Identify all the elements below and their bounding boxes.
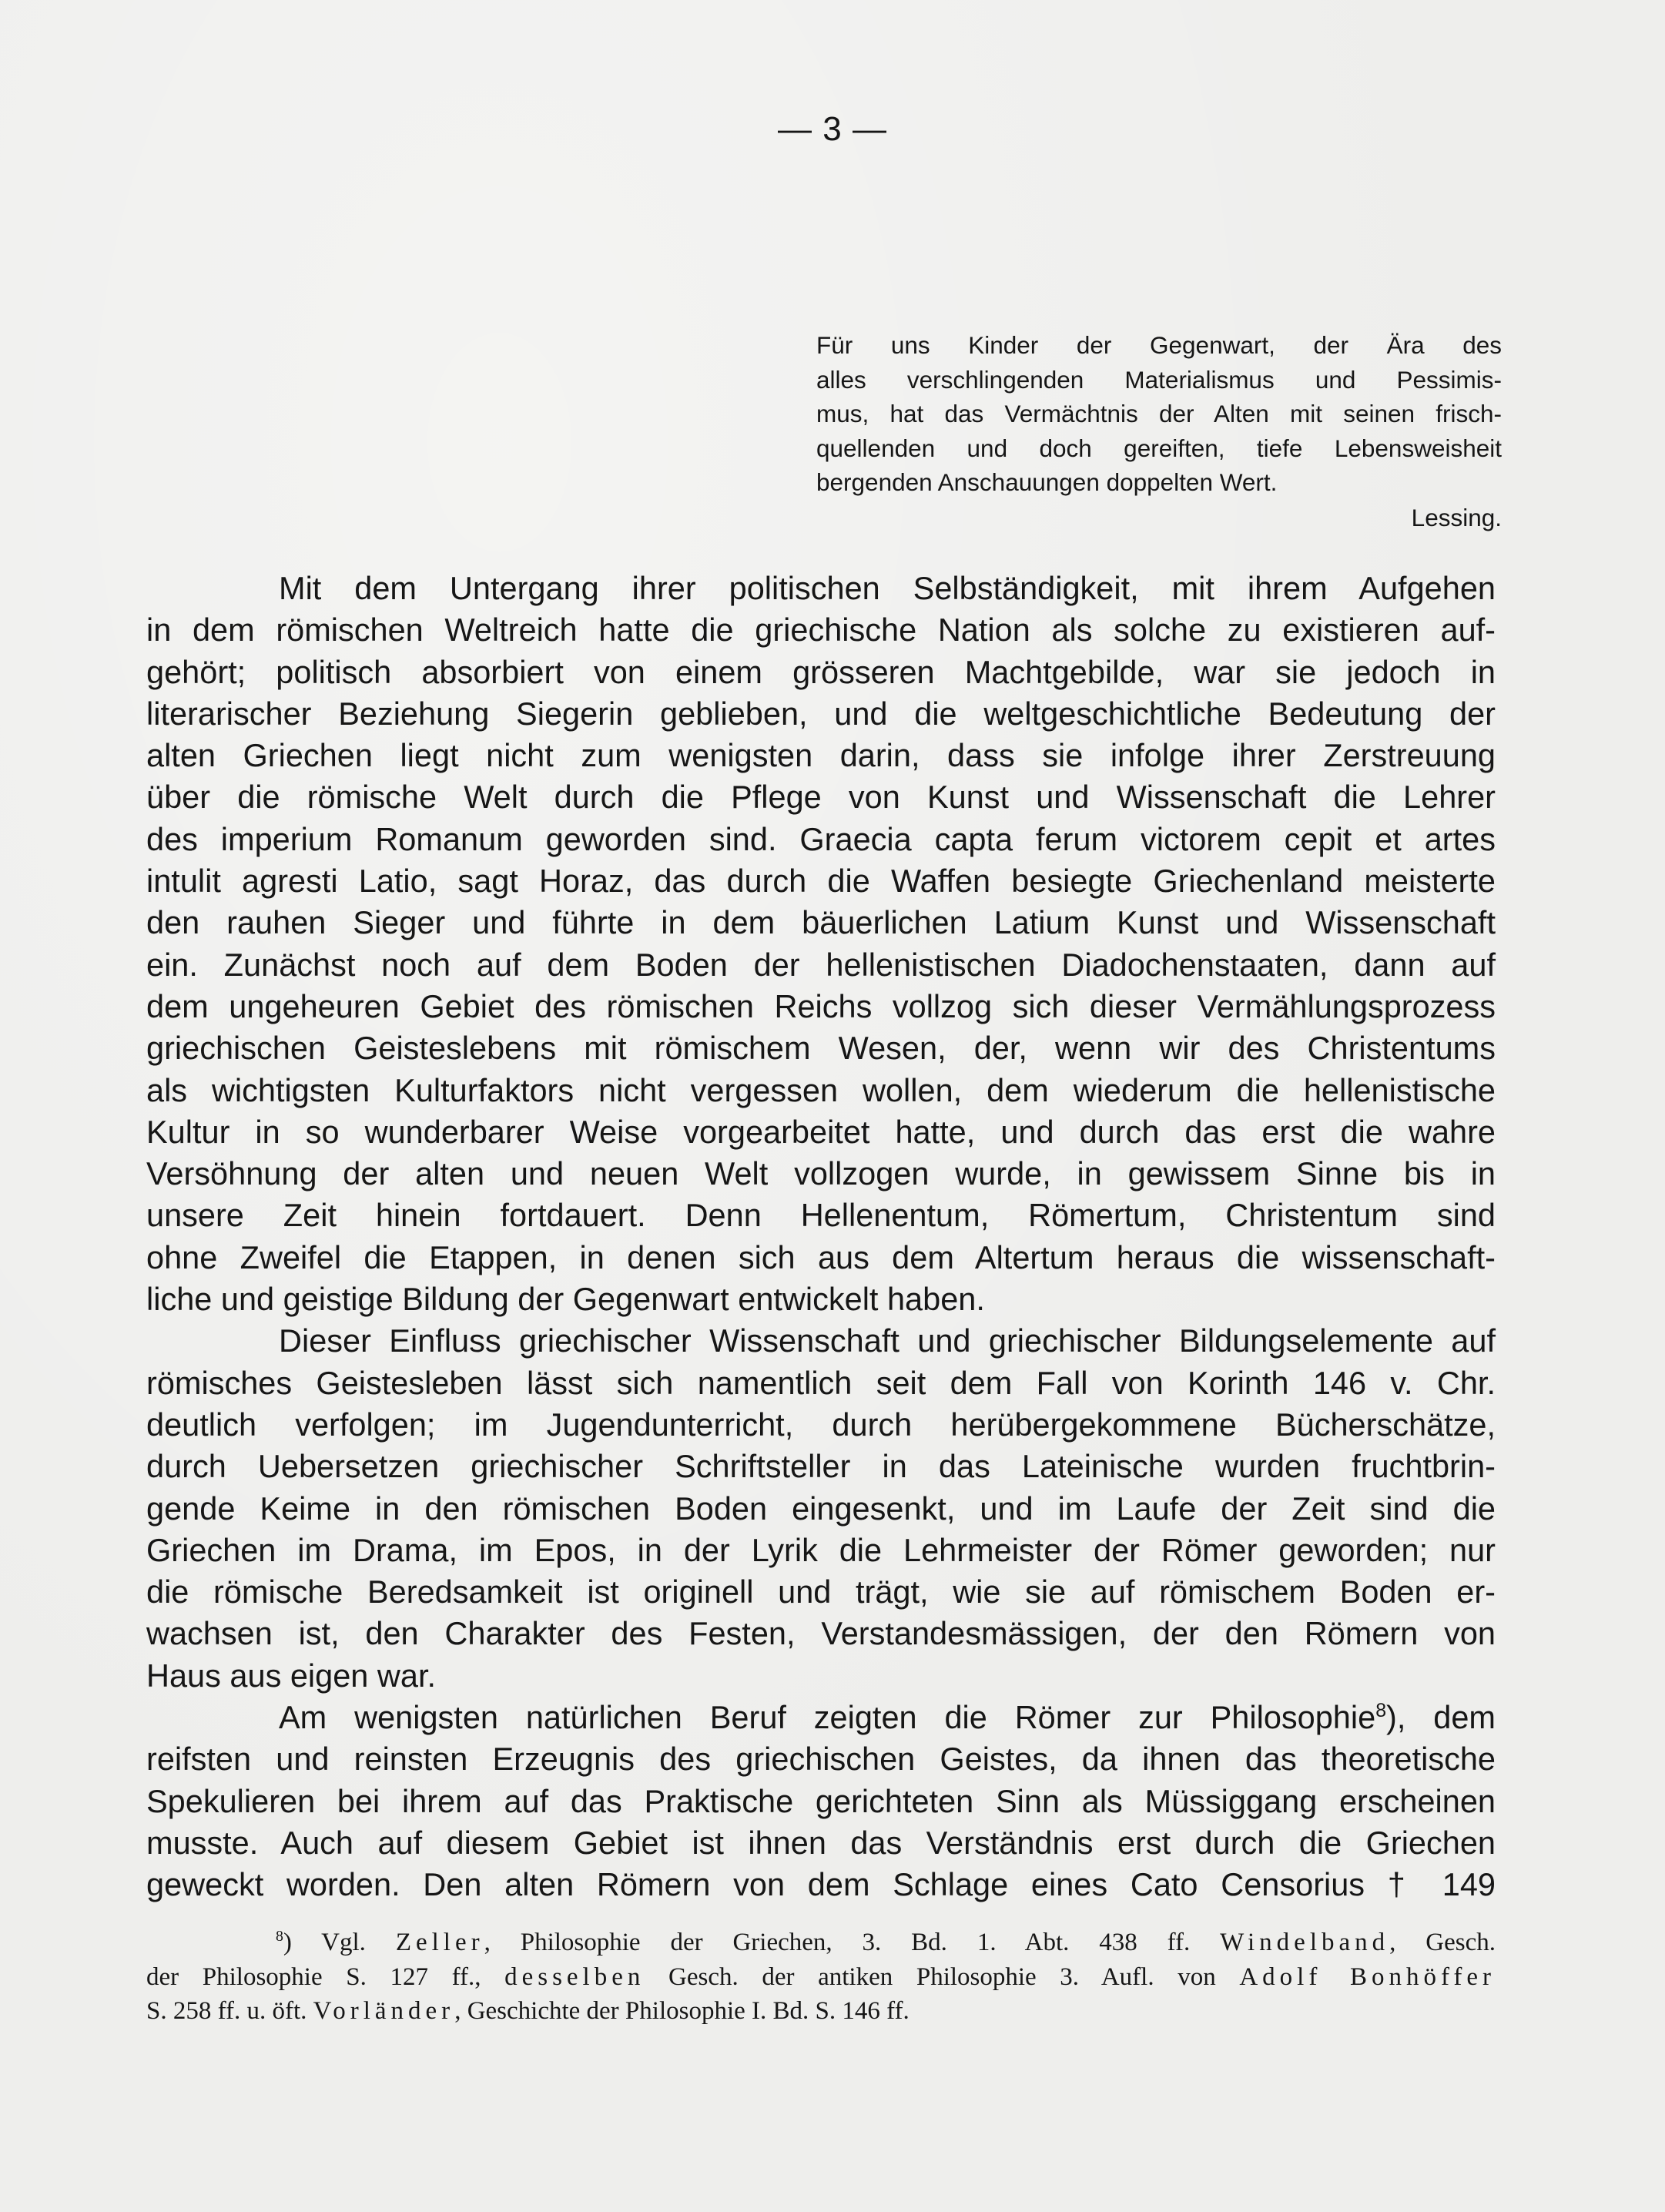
text-line: wachsen ist, den Charakter des Festen, Verstandesmässigen, der den Römern von	[146, 1615, 1496, 1652]
text-line: des imperium Romanum geworden sind. Graecia capta ferum victorem cepit et artes	[146, 820, 1496, 857]
text-line-with-footnote	[146, 1697, 1496, 1738]
author-name: Vorländer	[313, 1997, 455, 2025]
footnote-text: Gesch. der antiken Philosophie 3. Aufl. von	[645, 1962, 1240, 1991]
text-line: Versöhnung der alten und neuen Welt vollzogen wurde, in gewissem Sinne bis in	[146, 1155, 1496, 1192]
text-line: Dieser Einfluss griechischer Wissenschaft und griechischer Bildungselemente auf	[279, 1322, 1496, 1359]
text-line: römisches Geistesleben lässt sich namentlich seit dem Fall von Korinth 146 v. Chr.	[146, 1364, 1496, 1401]
author-name: Zeller	[395, 1929, 484, 1956]
motto-line: alles verschlingenden Materialismus und Pessimis-	[816, 365, 1502, 394]
motto-author: Lessing.	[1411, 504, 1502, 531]
footnote-reference[interactable]: 8	[1375, 1700, 1387, 1722]
text-line: musste. Auch auf diesem Gebiet ist ihnen das Verständnis erst durch die Griechen	[146, 1824, 1496, 1861]
motto-line: mus, hat das Vermächtnis der Alten mit seinen frisch-	[816, 400, 1502, 427]
text-line: durch Uebersetzen griechischer Schriftsteller in das Lateinische wurden fruchtbrin-	[146, 1448, 1496, 1485]
text-line: geweckt worden. Den alten Römern von dem Schlage eines Cato Censorius † 149	[146, 1866, 1496, 1903]
text-line: griechischen Geisteslebens mit römischem Wesen, der, wenn wir des Christentums	[146, 1030, 1496, 1067]
footnote-text: , Gesch.	[1389, 1929, 1496, 1956]
footnote-text: S. 258 ff. u. öft.	[146, 1997, 313, 2025]
text-line: unsere Zeit hinein fortdauert. Denn Hellenentum, Römertum, Christentum sind	[146, 1197, 1496, 1234]
text-line: deutlich verfolgen; im Jugendunterricht, durch herübergekommene Bücherschätze,	[146, 1406, 1496, 1443]
author-name: desselben	[504, 1962, 645, 1991]
text-line: liche und geistige Bildung der Gegenwart entwickelt haben.	[146, 1281, 985, 1318]
text-line: reifsten und reinsten Erzeugnis des griechischen Geistes, da ihnen das theoretische	[146, 1741, 1496, 1778]
motto-quote	[816, 328, 1502, 500]
text-line: ein. Zunächst noch auf dem Boden der hellenistischen Diadochenstaaten, dann auf	[146, 946, 1496, 983]
footnotes	[146, 1925, 1496, 2029]
text-line: in dem römischen Weltreich hatte die griechische Nation als solche zu existieren auf-	[146, 612, 1496, 649]
footnote-line	[146, 1925, 1496, 1960]
text-line: über die römische Welt durch die Pflege von Kunst und Wissenschaft die Lehrer	[146, 779, 1496, 816]
footnote-text: , Geschichte der Philosophie I. Bd. S. 146 ff.	[454, 1997, 910, 2025]
motto-line: quellenden und doch gereiften, tiefe Lebensweisheit	[816, 434, 1502, 462]
text-fragment: ), dem	[1386, 1699, 1496, 1736]
text-line: Griechen im Drama, im Epos, in der Lyrik die Lehrmeister der Römer geworden; nur	[146, 1531, 1496, 1568]
motto-line: Für uns Kinder der Gegenwart, der Ära des	[816, 331, 1502, 359]
text-line: gehört; politisch absorbiert von einem grösseren Machtgebilde, war sie jedoch in	[146, 653, 1496, 690]
footnote-text: ) Vgl.	[283, 1929, 396, 1956]
text-line: ohne Zweifel die Etappen, in denen sich aus dem Altertum heraus die wissenschaft-	[146, 1238, 1496, 1275]
text-line: Spekulieren bei ihrem auf das Praktische gerichteten Sinn als Müssiggang erscheinen	[146, 1782, 1496, 1819]
text-fragment: Am wenigsten natürlichen Beruf zeigten die Römer zur Philosophie	[279, 1699, 1376, 1736]
text-line: intulit agresti Latio, sagt Horaz, das durch die Waffen besiegte Griechenland meisterte	[146, 863, 1496, 900]
text-line: Kultur in so wunderbarer Weise vorgearbeitet hatte, und durch das erst die wahre	[146, 1113, 1496, 1150]
text-line: Haus aus eigen war.	[146, 1657, 437, 1694]
footnote-text: , Philosophie der Griechen, 3. Bd. 1. Abt. 438 ff.	[484, 1929, 1221, 1956]
footnote-line	[146, 1994, 1496, 2029]
author-name: Windelband	[1220, 1929, 1390, 1956]
text-line: den rauhen Sieger und führte in dem bäuerlichen Latium Kunst und Wissenschaft	[146, 904, 1496, 941]
page-number: — 3 —	[778, 110, 887, 148]
text-line: gende Keime in den römischen Boden eingesenkt, und im Laufe der Zeit sind die	[146, 1490, 1496, 1527]
motto-line: bergenden Anschauungen doppelten Wert.	[816, 468, 1278, 496]
author-name: Adolf Bonhöffer	[1239, 1962, 1496, 1991]
footnote-text: der Philosophie S. 127 ff.,	[146, 1962, 505, 1991]
text-line: Mit dem Untergang ihrer politischen Selbständigkeit, mit ihrem Aufgehen	[279, 570, 1496, 606]
text-line: als wichtigsten Kulturfaktors nicht vergessen wollen, dem wiederum die hellenistische	[146, 1071, 1496, 1108]
text-line: dem ungeheuren Gebiet des römischen Reichs vollzog sich dieser Vermählungsprozess	[146, 987, 1496, 1024]
text-line: alten Griechen liegt nicht zum wenigsten darin, dass sie infolge ihrer Zerstreuung	[146, 737, 1496, 774]
body-text	[146, 568, 1496, 1906]
footnote-marker: 8	[276, 1928, 283, 1945]
text-line: die römische Beredsamkeit ist originell und trägt, wie sie auf römischem Boden er-	[146, 1574, 1496, 1610]
text-line: literarischer Beziehung Siegerin geblieben, und die weltgeschichtliche Bedeutung der	[146, 695, 1496, 732]
footnote-line	[146, 1960, 1496, 1995]
